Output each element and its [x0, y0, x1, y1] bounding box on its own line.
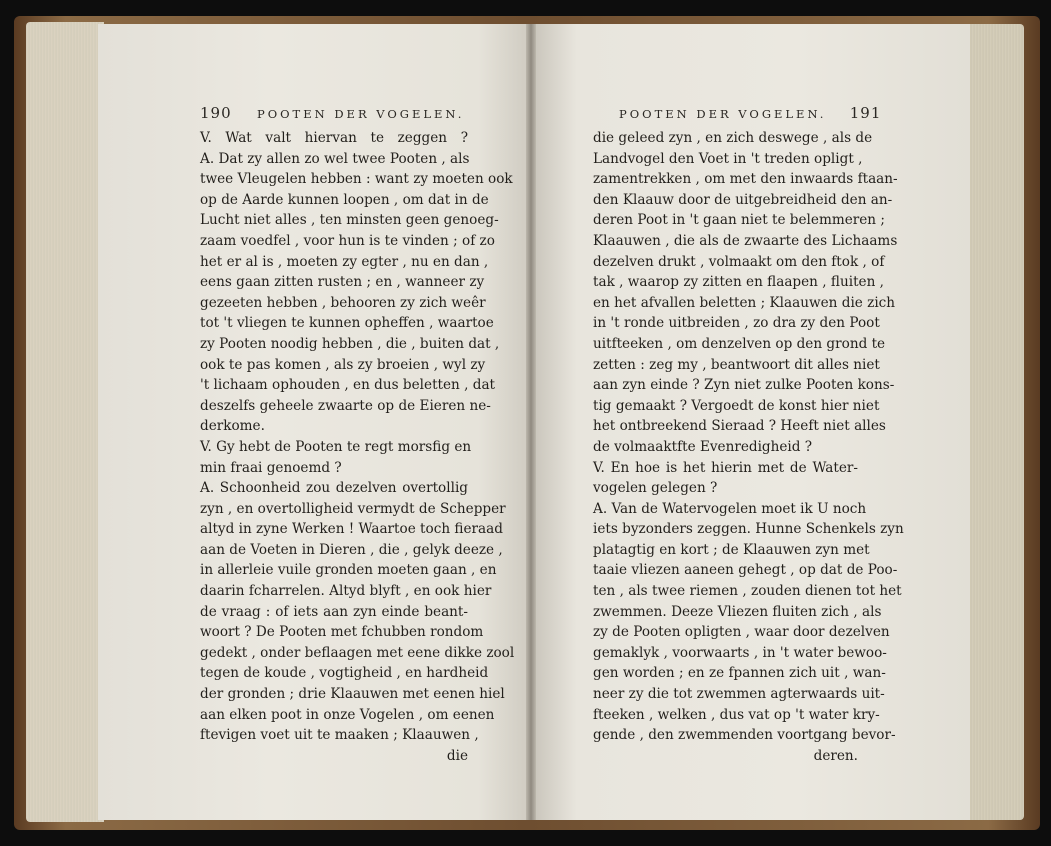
page-edges-right: [968, 24, 1024, 820]
text-line: fteeken , welken , dus vat op 't water kry-: [593, 706, 880, 723]
text-line: zwemmen. Deeze Vliezen fluiten zich , als: [593, 603, 882, 620]
text-line: de volmaaktfte Evenredigheid ?: [593, 438, 813, 455]
text-line: tot 't vliegen te kunnen opheffen , waartoe: [200, 315, 494, 332]
text-line: op de Aarde kunnen loopen , om dat in de: [200, 191, 489, 208]
text-line: vogelen gelegen ?: [593, 480, 718, 497]
text-line: dezelven drukt , volmaakt om den ftok , of: [593, 253, 885, 270]
text-line: aan zyn einde ? Zyn niet zulke Pooten kons-: [593, 377, 895, 394]
text-line: uitfteeken , om denzelven op den grond te: [593, 335, 886, 352]
text-line: gemaklyk , voorwaarts , in 't water bewoo-: [593, 644, 887, 661]
text-line: A. Schoonheid zou dezelven overtollig: [200, 480, 468, 497]
text-line: gen worden ; en ze fpannen zich uit , wan-: [593, 665, 886, 682]
text-line: in 't ronde uitbreiden , zo dra zy den Poot: [593, 315, 880, 332]
text-line: iets byzonders zeggen. Hunne Schenkels zyn: [593, 521, 904, 538]
text-line: min fraai genoemd ?: [200, 459, 342, 476]
text-line: V. Wat valt hiervan te zeggen ?: [200, 130, 468, 146]
text-line: die geleed zyn , en zich deswege , als de: [593, 130, 873, 146]
text-line: zy de Pooten opligten , waar door dezelven: [593, 624, 890, 641]
text-line: ftevigen voet uit te maaken ; Klaauwen ,: [200, 727, 479, 744]
right-page-number: 191: [849, 104, 882, 122]
book-gutter: [526, 24, 536, 820]
right-running-head: [619, 104, 881, 122]
text-line: 't lichaam ophouden , en dus beletten , dat: [200, 377, 496, 394]
left-running-head: [200, 104, 464, 122]
text-line: derkome.: [200, 418, 265, 435]
text-line: deren Poot in 't gaan niet te belemmeren ;: [593, 212, 885, 229]
text-line: de vraag : of iets aan zyn einde beant-: [200, 603, 468, 620]
left-running-title: POOTEN DER VOGELEN.: [256, 107, 465, 121]
text-line: twee Vleugelen hebben : want zy moeten ook: [200, 171, 513, 188]
text-line: aan de Voeten in Dieren , die , gelyk deeze ,: [200, 541, 503, 558]
text-line: woort ? De Pooten met fchubben rondom: [200, 624, 484, 641]
text-line: zaam voedfel , voor hun is te vinden ; of zo: [200, 232, 495, 249]
text-line: eens gaan zitten rusten ; en , wanneer zy: [200, 274, 485, 291]
text-line: zetten : zeg my , beantwoort dit alles niet: [593, 356, 880, 373]
text-line: gende , den zwemmenden voortgang bevor-: [593, 727, 896, 744]
text-line: aan elken poot in onze Vogelen , om eenen: [200, 706, 495, 723]
text-line: den Klaauw door de uitgebreidheid den an-: [593, 191, 893, 208]
text-line: Klaauwen , die als de zwaarte des Lichaams: [593, 232, 898, 249]
catchword: deren.: [813, 747, 858, 764]
text-line: Landvogel den Voet in 't treden opligt ,: [593, 150, 863, 167]
text-line: in allerleie vuile gronden moeten gaan , en: [200, 562, 497, 579]
text-line: altyd in zyne Werken ! Waartoe toch fieraad: [200, 521, 503, 538]
text-line: en het afvallen beletten ; Klaauwen die zich: [593, 294, 896, 311]
text-line: V. En hoe is het hierin met de Water-: [593, 459, 858, 476]
text-line: ten , als twee riemen , zouden dienen tot het: [593, 583, 902, 600]
left-page-text: [200, 128, 515, 766]
text-line: gedekt , onder beflaagen met eene dikke zool: [200, 644, 515, 661]
page-edges-left: [26, 22, 104, 822]
right-page-text: [593, 128, 904, 766]
text-line: Lucht niet alles , ten minsten geen genoeg-: [200, 212, 499, 229]
text-line: A. Dat zy allen zo wel twee Pooten , als: [200, 150, 470, 167]
right-running-title: POOTEN DER VOGELEN.: [619, 107, 827, 121]
text-line: ook te pas komen , als zy broeien , wyl zy: [200, 356, 486, 373]
text-line: gezeeten hebben , behooren zy zich weêr: [200, 294, 486, 311]
text-line: neer zy die tot zwemmen agterwaards uit-: [593, 686, 885, 703]
text-line: zamentrekken , om met den inwaards ftaan-: [593, 171, 898, 188]
text-line: daarin fcharrelen. Altyd blyft , en ook hier: [200, 583, 492, 600]
text-line: V. Gy hebt de Pooten te regt morsfig en: [200, 438, 472, 455]
text-line: platagtig en kort ; de Klaauwen zyn met: [593, 541, 870, 558]
text-line: tak , waarop zy zitten en flaapen , fluiten ,: [593, 274, 884, 291]
text-line: het er al is , moeten zy egter , nu en dan ,: [200, 253, 489, 270]
text-line: der gronden ; drie Klaauwen met eenen hiel: [200, 686, 505, 703]
text-line: het ontbreekend Sieraad ? Heeft niet alles: [593, 418, 886, 435]
catchword: die: [446, 747, 468, 764]
text-line: tegen de koude , vogtigheid , en hardheid: [200, 665, 489, 682]
text-line: zy Pooten noodig hebben , die , buiten dat ,: [200, 335, 500, 352]
text-line: tig gemaakt ? Vergoedt de konst hier niet: [593, 397, 880, 414]
text-line: zyn , en overtolligheid vermydt de Schepper: [200, 500, 506, 517]
text-line: deszelfs geheele zwaarte op de Eieren ne-: [200, 397, 491, 414]
text-line: taaie vliezen aaneen gehegt , op dat de Poo-: [593, 562, 898, 579]
left-page-number: 190: [200, 104, 232, 122]
text-line: A. Van de Watervogelen moet ik U noch: [593, 500, 867, 517]
